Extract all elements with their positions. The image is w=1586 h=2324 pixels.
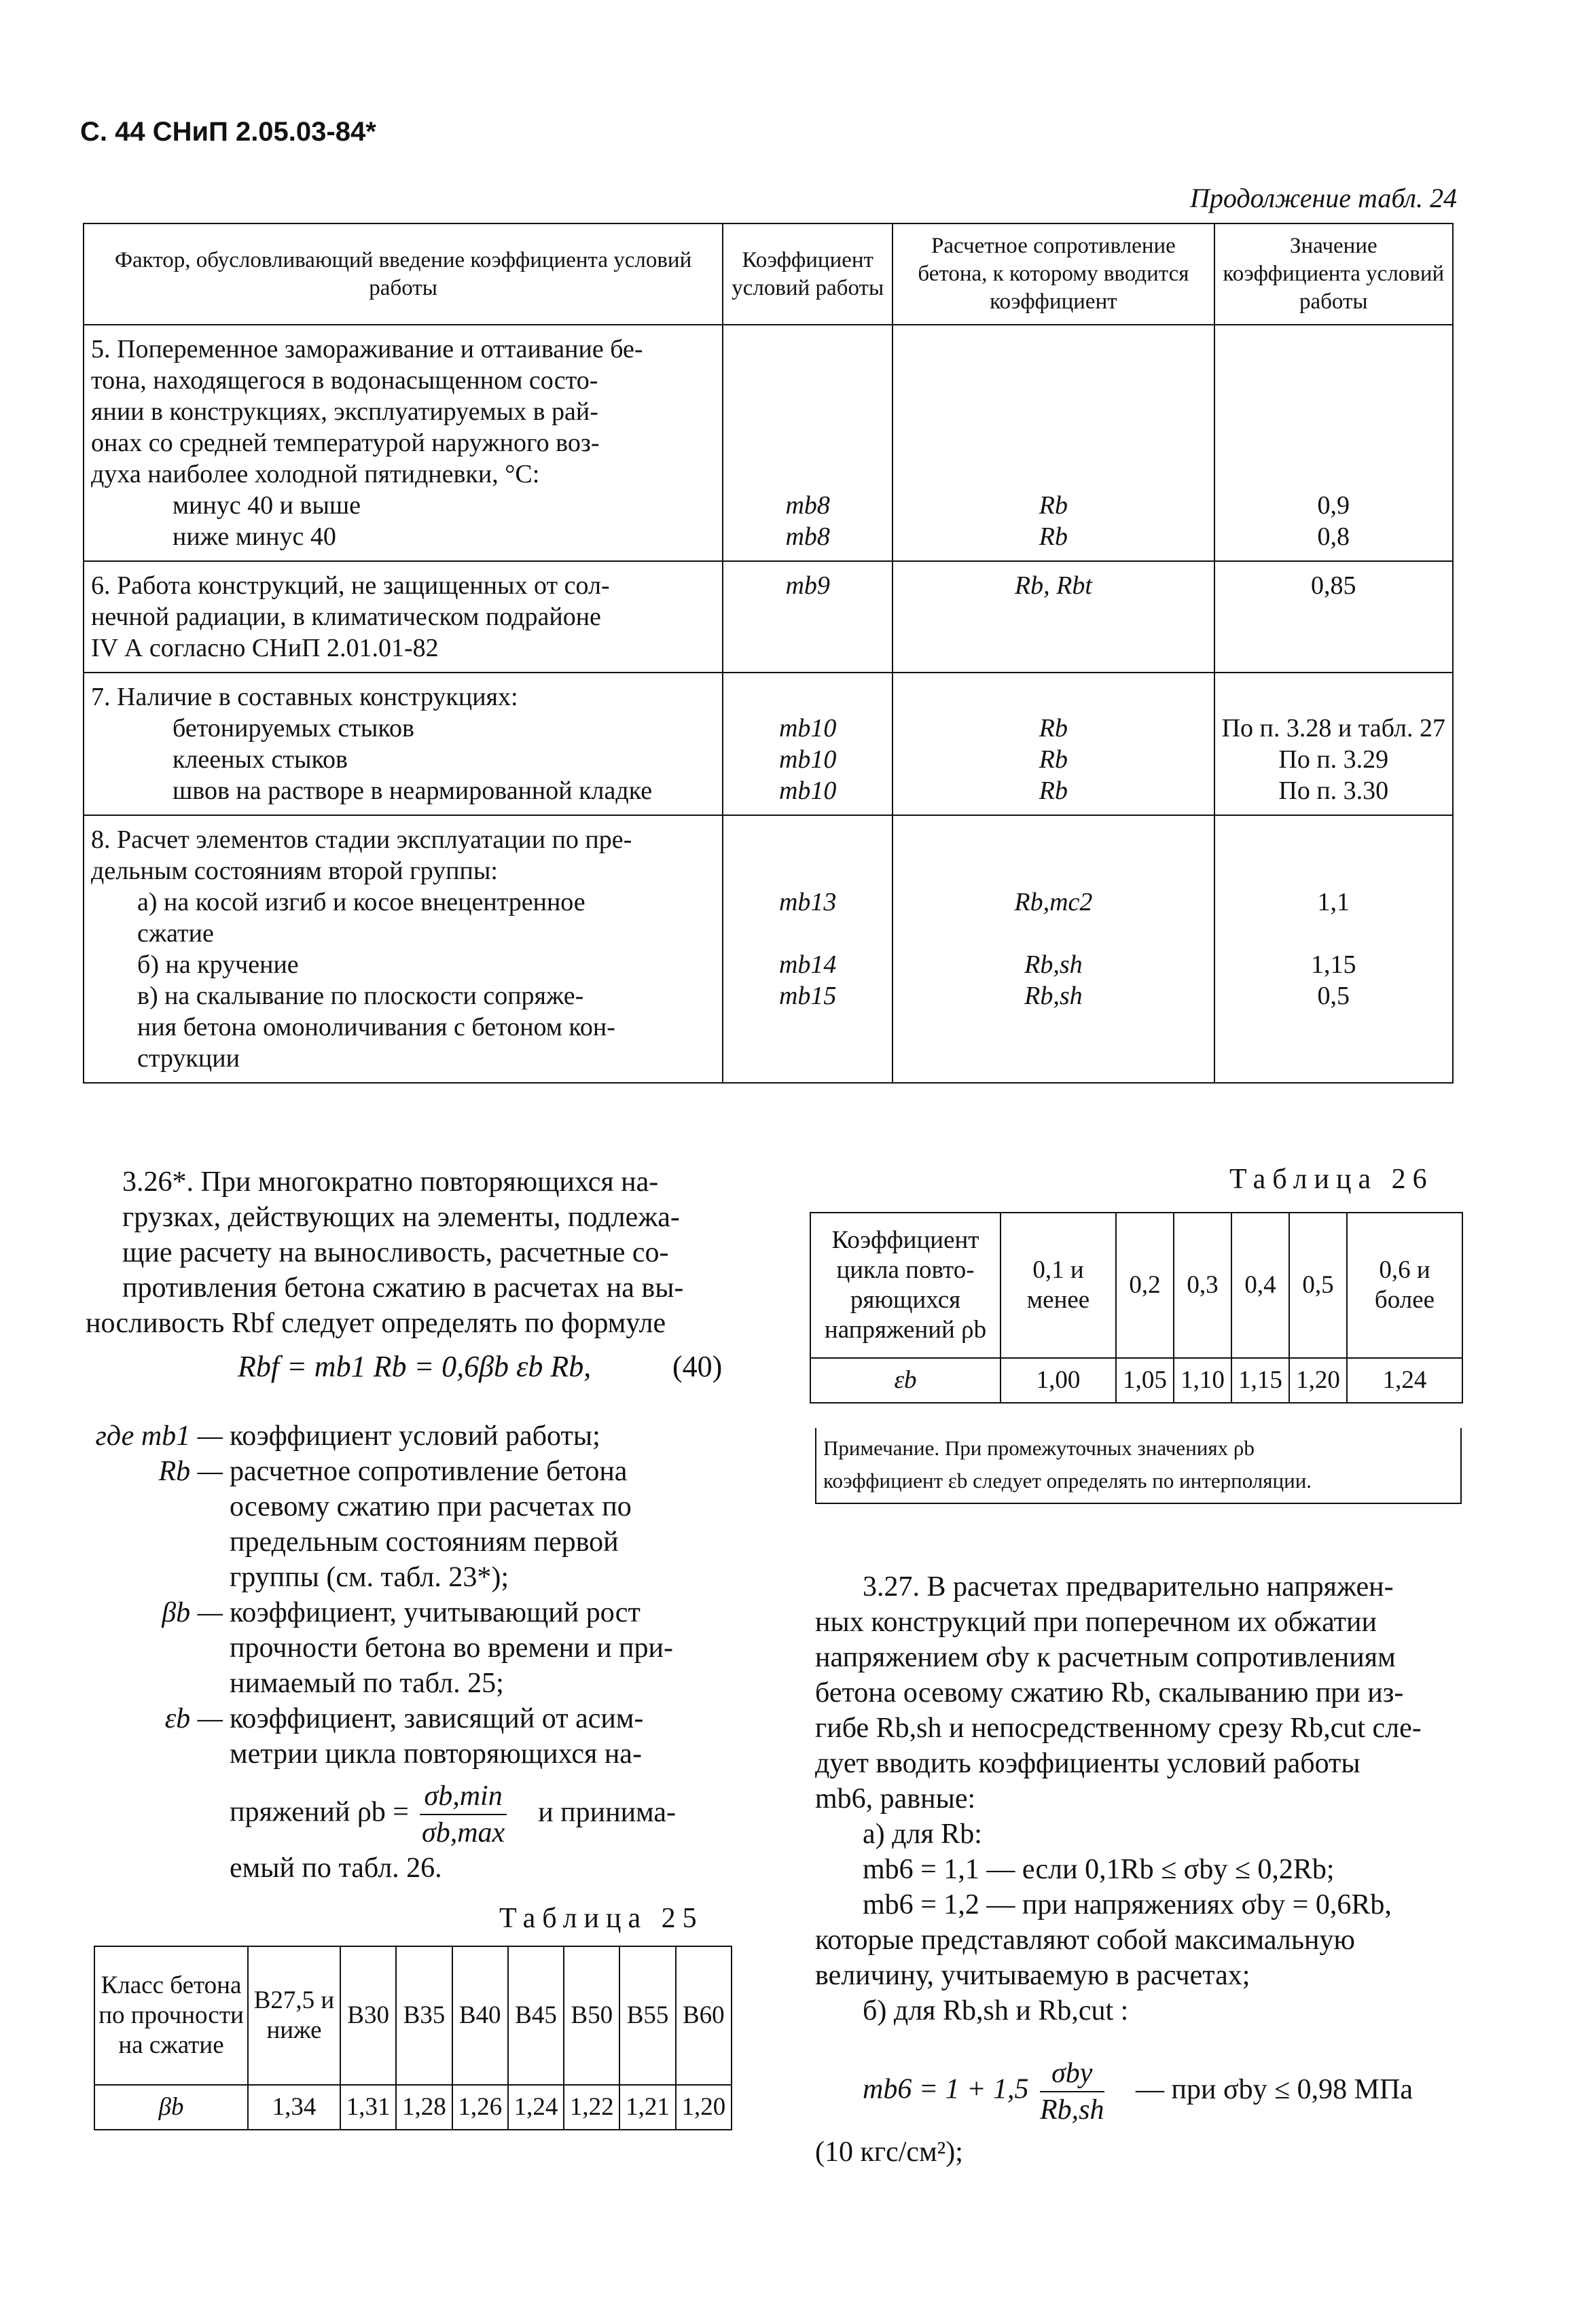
- factor-value: По п. 3.28 и табл. 27: [1221, 714, 1445, 743]
- factor-value: По п. 3.29: [1278, 745, 1389, 774]
- text-line: метрии цикла повторяющихся на-: [230, 1738, 642, 1770]
- text-line: клееных стыков: [173, 745, 348, 774]
- value-cell: [1214, 325, 1453, 561]
- table-row: [84, 561, 1453, 673]
- definition-symbol: где mb1 —: [95, 1420, 223, 1452]
- text-line: (10 кгс/см²);: [815, 2137, 963, 2168]
- header-factor: Фактор, обусловливающий введение коэффициента условий работы: [84, 224, 723, 325]
- table-row: [84, 325, 1453, 561]
- class-cell: В35: [396, 1946, 452, 2085]
- resistance-value: Rb: [1039, 714, 1068, 743]
- factor-cell: [84, 325, 723, 561]
- value-cell: 1,24: [1347, 1358, 1462, 1403]
- resistance-cell: [893, 815, 1214, 1083]
- table-row: [810, 1358, 1462, 1403]
- table-24: [83, 223, 1454, 1084]
- definition-text: [230, 1418, 739, 1454]
- text-line: янии в конструкциях, эксплуатируемых в рай-: [91, 397, 598, 426]
- value-cell: 1,00: [1001, 1358, 1116, 1403]
- text-line: коэффициент, учитывающий рост: [230, 1597, 641, 1628]
- coef-cell: [723, 815, 893, 1083]
- text-line: осевому сжатию при расчетах по: [230, 1491, 632, 1522]
- factor-value: 0,9: [1317, 491, 1350, 520]
- row-label: βb: [94, 2085, 248, 2130]
- factor-value: 1,1: [1317, 888, 1350, 916]
- text-line: щие расчету на выносливость, расчетные со-: [122, 1237, 669, 1268]
- class-cell: В45: [508, 1946, 564, 2085]
- row-label: εb: [810, 1358, 1001, 1403]
- text-line: бетонируемых стыков: [173, 714, 414, 743]
- value-cell: 0,85: [1214, 561, 1453, 673]
- text-line: дует вводить коэффициенты условий работы: [815, 1748, 1360, 1779]
- text-line: в) на скалывание по плоскости сопряже-: [137, 982, 584, 1010]
- resistance-value: Rb,sh: [1024, 950, 1083, 979]
- text-line: ных конструкций при поперечном их обжатии: [815, 1607, 1377, 1638]
- table-25-caption: Таблица 25: [499, 1903, 704, 1934]
- coef-cell: [723, 325, 893, 561]
- text-line: прочности бетона во времени и при-: [230, 1632, 673, 1664]
- text-line: емый по табл. 26.: [230, 1853, 442, 1884]
- text-line: нечной радиации, в климатическом подрайоне: [91, 603, 601, 631]
- rho-fraction: [420, 1778, 506, 1851]
- text-line: сжатие: [137, 919, 214, 948]
- class-cell: В60: [676, 1946, 732, 2085]
- value-cell: 1,20: [676, 2085, 732, 2130]
- text-line: 8. Расчет элементов стадии эксплуатации по пре-: [91, 825, 632, 854]
- definition-text: [230, 1701, 739, 1772]
- resistance-value: Rb,sh: [1024, 982, 1083, 1010]
- text-line: носливость Rbf следует определять по формуле: [86, 1308, 666, 1339]
- value-cell: 1,05: [1116, 1358, 1174, 1403]
- factor-cell: [84, 673, 723, 815]
- resistance-cell: [893, 673, 1214, 815]
- text-line: а) для Rb:: [863, 1819, 982, 1850]
- cycle-cell: 0,4: [1231, 1213, 1289, 1358]
- text-line: коэффициент условий работы;: [230, 1420, 600, 1452]
- class-cell: В55: [619, 1946, 675, 2085]
- class-cell: В50: [564, 1946, 619, 2085]
- class-cell: В27,5 и ниже: [248, 1946, 340, 2085]
- factor-value: 1,15: [1311, 950, 1356, 979]
- value-cell: 1,15: [1231, 1358, 1289, 1403]
- text-line: предельным состояниям первой: [230, 1526, 619, 1558]
- cycle-cell: 0,1 и менее: [1001, 1213, 1116, 1358]
- value-cell: 1,10: [1174, 1358, 1231, 1403]
- coef-value: mb10: [778, 714, 837, 743]
- table-26-caption: Таблица 26: [1229, 1164, 1434, 1195]
- definition-text: [230, 1454, 739, 1595]
- coef-cell: [723, 673, 893, 815]
- definition-item: [87, 1454, 739, 1595]
- class-cell: В40: [452, 1946, 508, 2085]
- page-header: С. 44 СНиП 2.05.03-84*: [80, 117, 376, 147]
- table-25-header: Класс бетона по прочности на сжатие: [94, 1946, 248, 2085]
- text-line: минус 40 и выше: [173, 491, 361, 520]
- cycle-cell: 0,2: [1116, 1213, 1174, 1358]
- header-coefficient: Коэффициент условий работы: [723, 224, 893, 325]
- text-line: напряжением σby к расчетным сопротивлениям: [815, 1642, 1396, 1673]
- text-line: mb6 = 1,1 — если 0,1Rb ≤ σby ≤ 0,2Rb;: [863, 1854, 1335, 1885]
- section-3-27: [815, 1569, 1467, 2170]
- coef-value: mb14: [778, 950, 837, 979]
- table-26-note: [815, 1428, 1462, 1504]
- text-line: дельным состояниям второй группы:: [91, 857, 498, 885]
- factor-value: По п. 3.30: [1278, 776, 1389, 805]
- fraction-numerator: σb,min: [420, 1778, 506, 1815]
- value-cell: 1,31: [340, 2085, 396, 2130]
- formula-mb6: [863, 2056, 1467, 2128]
- table-row: [94, 1946, 732, 2085]
- definition-item: [87, 1701, 739, 1772]
- table-continuation-caption: Продолжение табл. 24: [1189, 183, 1457, 213]
- text-line: IV А согласно СНиП 2.01.01-82: [91, 634, 439, 662]
- table-26-header: Коэффициент цикла повто-ряющихся напряжений ρb: [810, 1213, 1001, 1358]
- text-line: коэффициент, зависящий от асим-: [230, 1703, 644, 1734]
- text-line: 7. Наличие в составных конструкциях:: [91, 683, 518, 711]
- text-line: mb6, равные:: [815, 1783, 976, 1814]
- formula-number: (40): [672, 1350, 723, 1383]
- table-row: [810, 1213, 1462, 1358]
- text-line: грузках, действующих на элементы, подлежа-: [122, 1202, 680, 1233]
- resistance-value: Rb: [1039, 491, 1068, 520]
- formula-fraction: [1040, 2056, 1104, 2128]
- text-line: онах со средней температурой наружного воз-: [91, 429, 600, 457]
- factor-value: 0,8: [1317, 522, 1350, 551]
- text-line: бетона осевому сжатию Rb, скалыванию при из-: [815, 1677, 1404, 1709]
- fraction-denominator: Rb,sh: [1040, 2094, 1104, 2126]
- coef-value: mb13: [778, 888, 837, 916]
- factor-cell: [84, 815, 723, 1083]
- text-line: духа наиболее холодной пятидневки, °C:: [91, 460, 540, 488]
- text-line: швов на растворе в неармированной кладке: [173, 776, 653, 805]
- fraction-denominator: σb,max: [422, 1817, 505, 1848]
- note-line: Примечание. При промежуточных значениях ρb: [823, 1436, 1255, 1460]
- coef-value: mb15: [778, 982, 837, 1010]
- table-26: [810, 1212, 1463, 1404]
- resistance-value: Rb,mc2: [1014, 888, 1093, 916]
- text-line: расчетное сопротивление бетона: [230, 1456, 628, 1487]
- value-cell: 1,26: [452, 2085, 508, 2130]
- text-line: и принима-: [538, 1796, 677, 1828]
- text-line: которые представляют собой максимальную: [815, 1925, 1355, 1956]
- value-cell: 1,21: [619, 2085, 675, 2130]
- text-line: 3.27. В расчетах предварительно напряжен-: [863, 1571, 1394, 1603]
- text-line: группы (см. табл. 23*);: [230, 1562, 509, 1593]
- value-cell: 1,28: [396, 2085, 452, 2130]
- rho-definition: [230, 1778, 739, 1851]
- resistance-cell: [893, 325, 1214, 561]
- coef-value: mb8: [785, 491, 830, 520]
- table-row: [84, 815, 1453, 1083]
- resistance-cell: Rb, Rbt: [893, 561, 1214, 673]
- resistance-value: Rb: [1039, 522, 1068, 551]
- class-cell: В30: [340, 1946, 396, 2085]
- formula-definitions: [87, 1418, 739, 1886]
- text-line: б) на кручение: [137, 950, 299, 979]
- definition-text: [230, 1595, 739, 1701]
- definition-item: [87, 1418, 739, 1454]
- header-resistance: Расчетное сопротивление бетона, к которому вводится коэффициент: [893, 224, 1214, 325]
- value-cell: 1,20: [1289, 1358, 1347, 1403]
- factor-cell: [84, 561, 723, 673]
- fraction-numerator: σby: [1040, 2056, 1104, 2092]
- header-value: Значение коэффициента условий работы: [1214, 224, 1453, 325]
- text-line: 5. Попеременное замораживание и оттаивание бе-: [91, 335, 643, 363]
- coef-cell: mb9: [723, 561, 893, 673]
- section-3-26: [86, 1164, 734, 1341]
- definition-symbol: βb —: [162, 1597, 223, 1628]
- resistance-value: Rb: [1039, 776, 1068, 805]
- cycle-cell: 0,5: [1289, 1213, 1347, 1358]
- text-line: mb6 = 1,2 — при напряжениях σby = 0,6Rb,: [863, 1889, 1392, 1920]
- note-line: коэффициент εb следует определять по интерполяции.: [823, 1469, 1312, 1492]
- formula-part: — при σby ≤ 0,98 МПа: [1136, 2073, 1413, 2105]
- text-line: тона, находящегося в водонасыщенном состо-: [91, 366, 598, 395]
- text-line: 6. Работа конструкций, не защищенных от сол-: [91, 571, 610, 600]
- value-cell: [1214, 815, 1453, 1083]
- definition-symbol: Rb —: [158, 1456, 223, 1487]
- text-line: ниже минус 40: [173, 522, 336, 551]
- text-line: б) для Rb,sh и Rb,cut :: [863, 1995, 1129, 2026]
- value-cell: 1,22: [564, 2085, 619, 2130]
- text-line: нимаемый по табл. 25;: [230, 1668, 504, 1699]
- definition-item: [87, 1595, 739, 1701]
- text-line: гибе Rb,sh и непосредственному срезу Rb,cut сле-: [815, 1713, 1422, 1744]
- table-row: [94, 2085, 732, 2130]
- definition-symbol: εb —: [164, 1703, 223, 1734]
- text-line: 3.26*. При многократно повторяющихся на-: [122, 1166, 659, 1198]
- text-line: величину, учитываемую в расчетах;: [815, 1960, 1250, 1991]
- text-line: а) на косой изгиб и косое внецентренное: [137, 888, 585, 916]
- coef-value: mb10: [778, 745, 837, 774]
- text-line: пряжений ρb =: [230, 1796, 409, 1828]
- value-cell: 1,24: [508, 2085, 564, 2130]
- table-25: [94, 1946, 732, 2130]
- text-line: ния бетона омоноличивания с бетоном кон-: [137, 1013, 615, 1041]
- cycle-cell: 0,3: [1174, 1213, 1231, 1358]
- text-line: струкции: [137, 1044, 240, 1073]
- value-cell: [1214, 673, 1453, 815]
- coef-value: mb10: [778, 776, 837, 805]
- factor-value: 0,5: [1317, 982, 1350, 1010]
- coef-value: mb8: [785, 522, 830, 551]
- table-row: [84, 673, 1453, 815]
- cycle-cell: 0,6 и более: [1347, 1213, 1462, 1358]
- text-line: противления бетона сжатию в расчетах на вы-: [122, 1272, 684, 1304]
- formula-40: Rbf = mb1 Rb = 0,6βb εb Rb,: [238, 1350, 592, 1383]
- formula-part: mb6 = 1 + 1,5: [863, 2073, 1029, 2105]
- table-24-header-row: [84, 224, 1453, 325]
- value-cell: 1,34: [248, 2085, 340, 2130]
- resistance-value: Rb: [1039, 745, 1068, 774]
